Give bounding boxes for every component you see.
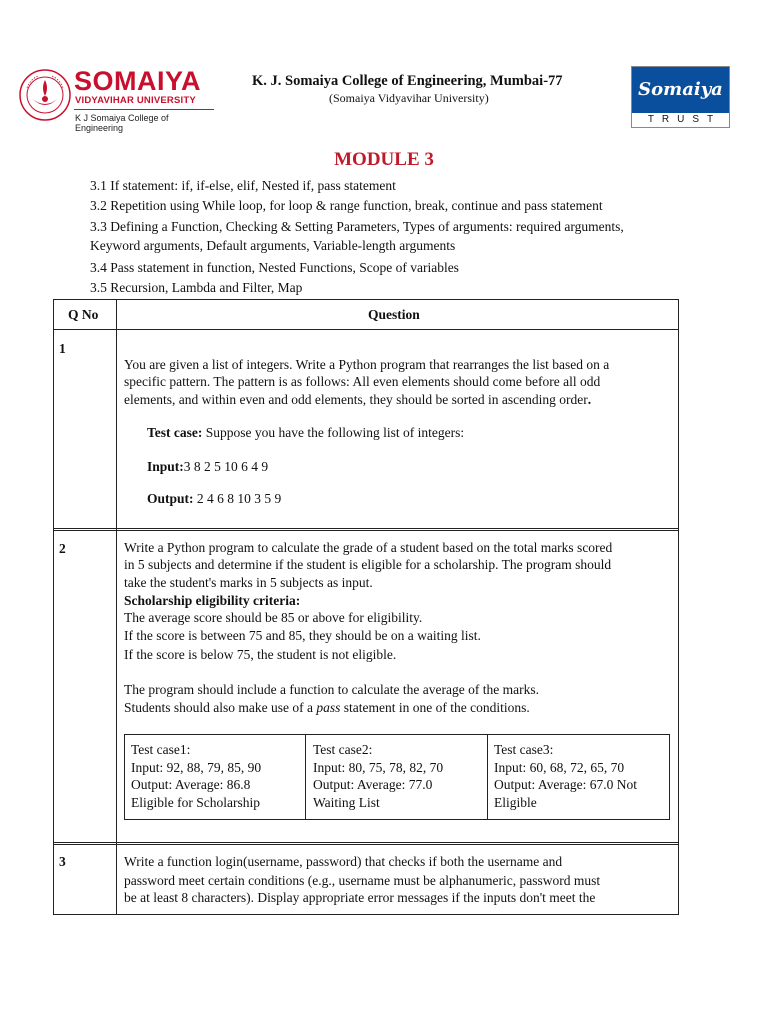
pass-keyword: pass bbox=[316, 700, 341, 715]
output-label: Output: bbox=[147, 491, 194, 506]
table-border bbox=[305, 734, 306, 820]
testcase-line: Input: 80, 75, 78, 82, 70 bbox=[313, 759, 444, 775]
table-border bbox=[124, 819, 670, 820]
question-text: in 5 subjects and determine if the student is eligible for a scholarship. The program should bbox=[124, 557, 612, 572]
question-text: specific pattern. The pattern is as follows: All even elements should come before all odd bbox=[124, 374, 601, 389]
output-value: 2 4 6 8 10 3 5 9 bbox=[193, 491, 282, 506]
topic-item: 3.4 Pass statement in function, Nested Functions, Scope of variables bbox=[90, 260, 459, 275]
table-border bbox=[53, 329, 679, 330]
question-text: The program should include a function to calculate the average of the marks. bbox=[124, 682, 539, 697]
question-number: 2 bbox=[59, 541, 66, 556]
criteria-heading: Scholarship eligibility criteria: bbox=[124, 593, 301, 608]
logo-divider bbox=[74, 109, 214, 110]
table-border bbox=[116, 299, 117, 915]
logo-college-name: K J Somaiya College of Engineering bbox=[75, 113, 169, 133]
testcase-line: Eligible bbox=[494, 794, 537, 810]
testcase-line bbox=[147, 424, 464, 442]
table-border bbox=[53, 299, 679, 300]
topic-item: 3.5 Recursion, Lambda and Filter, Map bbox=[90, 280, 303, 295]
university-logo bbox=[18, 66, 214, 133]
trust-brand: Somaiya bbox=[632, 67, 729, 113]
table-border bbox=[487, 734, 488, 820]
question-text bbox=[124, 391, 591, 409]
criteria-item: If the score is below 75, the student is not eligible. bbox=[124, 647, 397, 662]
question-text: You are given a list of integers. Write a Python program that rearranges the list based on a bbox=[124, 357, 610, 372]
testcase-line: Eligible for Scholarship bbox=[131, 794, 260, 810]
criteria-item: The average score should be 85 or above for eligibility. bbox=[124, 610, 423, 625]
testcase-text: Suppose you have the following list of integers: bbox=[202, 425, 465, 440]
table-border bbox=[53, 842, 679, 843]
testcase-line: Waiting List bbox=[313, 794, 380, 810]
topic-item: Keyword arguments, Default arguments, Variable-length arguments bbox=[90, 238, 456, 253]
university-seal-icon bbox=[18, 68, 72, 122]
header-question: Question bbox=[368, 307, 420, 322]
table-border bbox=[53, 914, 679, 915]
question-number: 1 bbox=[59, 341, 66, 356]
criteria-item: If the score is between 75 and 85, they should be on a waiting list. bbox=[124, 628, 481, 643]
question-text: password meet certain conditions (e.g., username must be alphanumeric, password must bbox=[124, 873, 601, 888]
testcase-line: Input: 92, 88, 79, 85, 90 bbox=[131, 759, 262, 775]
table-border bbox=[53, 844, 679, 845]
testcase-line: Test case1: bbox=[131, 742, 191, 757]
topic-item: 3.2 Repetition using While loop, for loop & range function, break, continue and pass statement bbox=[90, 198, 603, 213]
question-text: take the student's marks in 5 subjects as input. bbox=[124, 575, 373, 590]
header-qno: Q No bbox=[68, 307, 99, 322]
testcase-line: Test case2: bbox=[313, 742, 373, 757]
testcase-cell bbox=[313, 741, 443, 811]
table-border bbox=[53, 528, 679, 529]
testcase-line: Output: Average: 86.8 bbox=[131, 777, 251, 792]
module-title: MODULE 3 bbox=[334, 149, 434, 170]
table-border bbox=[124, 734, 125, 820]
testcase-table bbox=[124, 734, 670, 820]
table-border bbox=[124, 734, 670, 735]
testcase-line: Output: Average: 77.0 bbox=[313, 777, 433, 792]
pass-post: statement in one of the conditions. bbox=[340, 700, 530, 715]
testcase-cell bbox=[131, 741, 261, 811]
question-text bbox=[124, 699, 530, 717]
table-border bbox=[53, 530, 679, 531]
testcase-line: Test case3: bbox=[494, 742, 554, 757]
testcase-line: Output: Average: 67.0 Not bbox=[494, 777, 637, 792]
output-line bbox=[147, 490, 281, 508]
college-subtitle: (Somaiya Vidyavihar University) bbox=[329, 91, 489, 105]
college-title: K. J. Somaiya College of Engineering, Mumbai-77 bbox=[252, 73, 563, 89]
question-text-line: elements, and within even and odd elements, they should be sorted in ascending order bbox=[124, 392, 588, 407]
table-border bbox=[669, 734, 670, 820]
table-border bbox=[53, 299, 54, 915]
testcase-line: Input: 60, 68, 72, 65, 70 bbox=[494, 759, 625, 775]
testcase-cell bbox=[494, 741, 637, 811]
input-value: 3 8 2 5 10 6 4 9 bbox=[183, 459, 269, 474]
topic-item: 3.1 If statement: if, if-else, elif, Nested if, pass statement bbox=[90, 178, 396, 193]
input-line bbox=[147, 458, 268, 476]
university-brand: SOMAIYA bbox=[74, 66, 202, 96]
topic-item: 3.3 Defining a Function, Checking & Setting Parameters, Types of arguments: required arguments, bbox=[90, 219, 624, 234]
question-text: be at least 8 characters). Display appropriate error messages if the inputs don't meet the bbox=[124, 890, 596, 905]
question-text: Write a function login(username, password) that checks if both the username and bbox=[124, 854, 563, 869]
trust-label: TRUST bbox=[632, 113, 729, 127]
university-subtitle: VIDYAVIHAR UNIVERSITY bbox=[75, 95, 196, 106]
question-period: . bbox=[587, 392, 592, 407]
question-number: 3 bbox=[59, 854, 66, 869]
pass-pre: Students should also make use of a bbox=[124, 700, 317, 715]
trust-logo bbox=[631, 66, 730, 128]
input-label: Input: bbox=[147, 459, 184, 474]
table-border bbox=[678, 299, 679, 915]
question-text: Write a Python program to calculate the grade of a student based on the total marks scored bbox=[124, 540, 613, 555]
testcase-label: Test case: bbox=[147, 425, 203, 440]
